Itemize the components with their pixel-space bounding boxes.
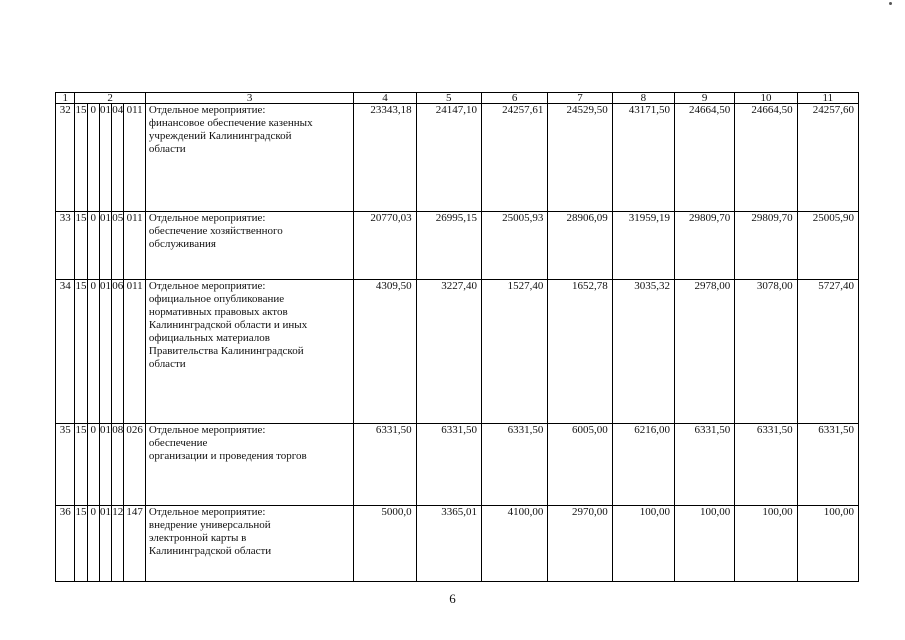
code-cell: 08 xyxy=(112,424,124,506)
header-cell-5: 5 xyxy=(416,93,481,104)
header-cell-7: 7 xyxy=(548,93,612,104)
code-cell: 01 xyxy=(99,104,111,212)
activity-name-line: Правительства Калининградской xyxy=(148,345,304,357)
code-cell: 12 xyxy=(112,506,124,582)
value-cell: 100,00 xyxy=(797,506,858,582)
value-cell: 100,00 xyxy=(612,506,674,582)
code-cell: 011 xyxy=(124,280,145,424)
value-cell: 29809,70 xyxy=(675,212,735,280)
value-cell: 26995,15 xyxy=(416,212,481,280)
activity-name-line: официальное опубликование xyxy=(148,293,285,305)
activity-name-line: Отдельное мероприятие: xyxy=(148,506,266,518)
activity-name-cell xyxy=(145,424,353,506)
value-cell: 4309,50 xyxy=(354,280,416,424)
header-cell-8: 8 xyxy=(612,93,674,104)
code-cell: 0 xyxy=(87,506,99,582)
value-cell: 2978,00 xyxy=(675,280,735,424)
activity-name-line: Отдельное мероприятие: xyxy=(148,104,266,116)
code-cell: 0 xyxy=(87,212,99,280)
code-cell: 026 xyxy=(124,424,145,506)
value-cell: 24664,50 xyxy=(735,104,797,212)
code-cell: 01 xyxy=(99,424,111,506)
activity-name-line: нормативных правовых актов xyxy=(148,306,288,318)
activity-name-line: обеспечение xyxy=(148,437,208,449)
header-cell-4: 4 xyxy=(354,93,416,104)
activity-name-line: обслуживания xyxy=(148,238,216,250)
value-cell: 31959,19 xyxy=(612,212,674,280)
activity-name-line: Отдельное мероприятие: xyxy=(148,424,266,436)
activity-name-cell xyxy=(145,506,353,582)
value-cell: 6331,50 xyxy=(797,424,858,506)
code-cell: 147 xyxy=(124,506,145,582)
code-cell: 0 xyxy=(87,104,99,212)
code-cell: 0 xyxy=(87,280,99,424)
activity-name-line: учреждений Калининградской xyxy=(148,130,292,142)
code-cell: 33 xyxy=(56,212,75,280)
activity-name-cell xyxy=(145,212,353,280)
value-cell: 3227,40 xyxy=(416,280,481,424)
header-cell-1: 1 xyxy=(56,93,75,104)
value-cell: 2970,00 xyxy=(548,506,612,582)
value-cell: 6331,50 xyxy=(416,424,481,506)
activity-name-line: финансовое обеспечение казенных xyxy=(148,117,313,129)
table-row xyxy=(56,506,859,582)
value-cell: 24664,50 xyxy=(675,104,735,212)
value-cell: 3365,01 xyxy=(416,506,481,582)
header-cell-2: 2 xyxy=(75,93,145,104)
header-cell-3: 3 xyxy=(145,93,353,104)
budget-table xyxy=(55,92,859,582)
value-cell: 6331,50 xyxy=(735,424,797,506)
code-cell: 04 xyxy=(112,104,124,212)
header-row xyxy=(56,93,859,104)
value-cell: 24257,61 xyxy=(481,104,547,212)
activity-name-line: Калининградской области xyxy=(148,545,272,557)
value-cell: 3078,00 xyxy=(735,280,797,424)
table-row xyxy=(56,104,859,212)
code-cell: 36 xyxy=(56,506,75,582)
code-cell: 011 xyxy=(124,104,145,212)
activity-name-line: области xyxy=(148,143,186,155)
code-cell: 35 xyxy=(56,424,75,506)
value-cell: 6331,50 xyxy=(354,424,416,506)
value-cell: 1527,40 xyxy=(481,280,547,424)
header-cell-9: 9 xyxy=(675,93,735,104)
code-cell: 15 xyxy=(75,506,87,582)
value-cell: 43171,50 xyxy=(612,104,674,212)
activity-name-line: внедрение универсальной xyxy=(148,519,271,531)
code-cell: 011 xyxy=(124,212,145,280)
code-cell: 06 xyxy=(112,280,124,424)
value-cell: 25005,90 xyxy=(797,212,858,280)
activity-name-line: Отдельное мероприятие: xyxy=(148,280,266,292)
table-row xyxy=(56,212,859,280)
value-cell: 6331,50 xyxy=(675,424,735,506)
code-cell: 15 xyxy=(75,424,87,506)
activity-name-line: Отдельное мероприятие: xyxy=(148,212,266,224)
value-cell: 29809,70 xyxy=(735,212,797,280)
code-cell: 01 xyxy=(99,280,111,424)
table-row xyxy=(56,424,859,506)
value-cell: 24529,50 xyxy=(548,104,612,212)
value-cell: 20770,03 xyxy=(354,212,416,280)
code-cell: 01 xyxy=(99,506,111,582)
value-cell: 3035,32 xyxy=(612,280,674,424)
value-cell: 1652,78 xyxy=(548,280,612,424)
corner-dot xyxy=(889,2,892,5)
value-cell: 24147,10 xyxy=(416,104,481,212)
activity-name-line: области xyxy=(148,358,186,370)
code-cell: 05 xyxy=(112,212,124,280)
activity-name-line: обеспечение хозяйственного xyxy=(148,225,283,237)
code-cell: 32 xyxy=(56,104,75,212)
value-cell: 5727,40 xyxy=(797,280,858,424)
activity-name-line: электронной карты в xyxy=(148,532,247,544)
activity-name-line: Калининградской области и иных xyxy=(148,319,308,331)
code-cell: 01 xyxy=(99,212,111,280)
value-cell: 24257,60 xyxy=(797,104,858,212)
activity-name-line: официальных материалов xyxy=(148,332,270,344)
header-cell-11: 11 xyxy=(797,93,858,104)
activity-name-cell xyxy=(145,104,353,212)
table-row xyxy=(56,280,859,424)
code-cell: 15 xyxy=(75,104,87,212)
value-cell: 25005,93 xyxy=(481,212,547,280)
value-cell: 6005,00 xyxy=(548,424,612,506)
value-cell: 100,00 xyxy=(735,506,797,582)
value-cell: 4100,00 xyxy=(481,506,547,582)
value-cell: 28906,09 xyxy=(548,212,612,280)
value-cell: 6216,00 xyxy=(612,424,674,506)
value-cell: 6331,50 xyxy=(481,424,547,506)
activity-name-line: организации и проведения торгов xyxy=(148,450,307,462)
code-cell: 34 xyxy=(56,280,75,424)
activity-name-cell xyxy=(145,280,353,424)
value-cell: 100,00 xyxy=(675,506,735,582)
value-cell: 23343,18 xyxy=(354,104,416,212)
header-cell-10: 10 xyxy=(735,93,797,104)
value-cell: 5000,0 xyxy=(354,506,416,582)
page-number: 6 xyxy=(449,591,456,606)
code-cell: 0 xyxy=(87,424,99,506)
code-cell: 15 xyxy=(75,212,87,280)
code-cell: 15 xyxy=(75,280,87,424)
header-cell-6: 6 xyxy=(481,93,547,104)
